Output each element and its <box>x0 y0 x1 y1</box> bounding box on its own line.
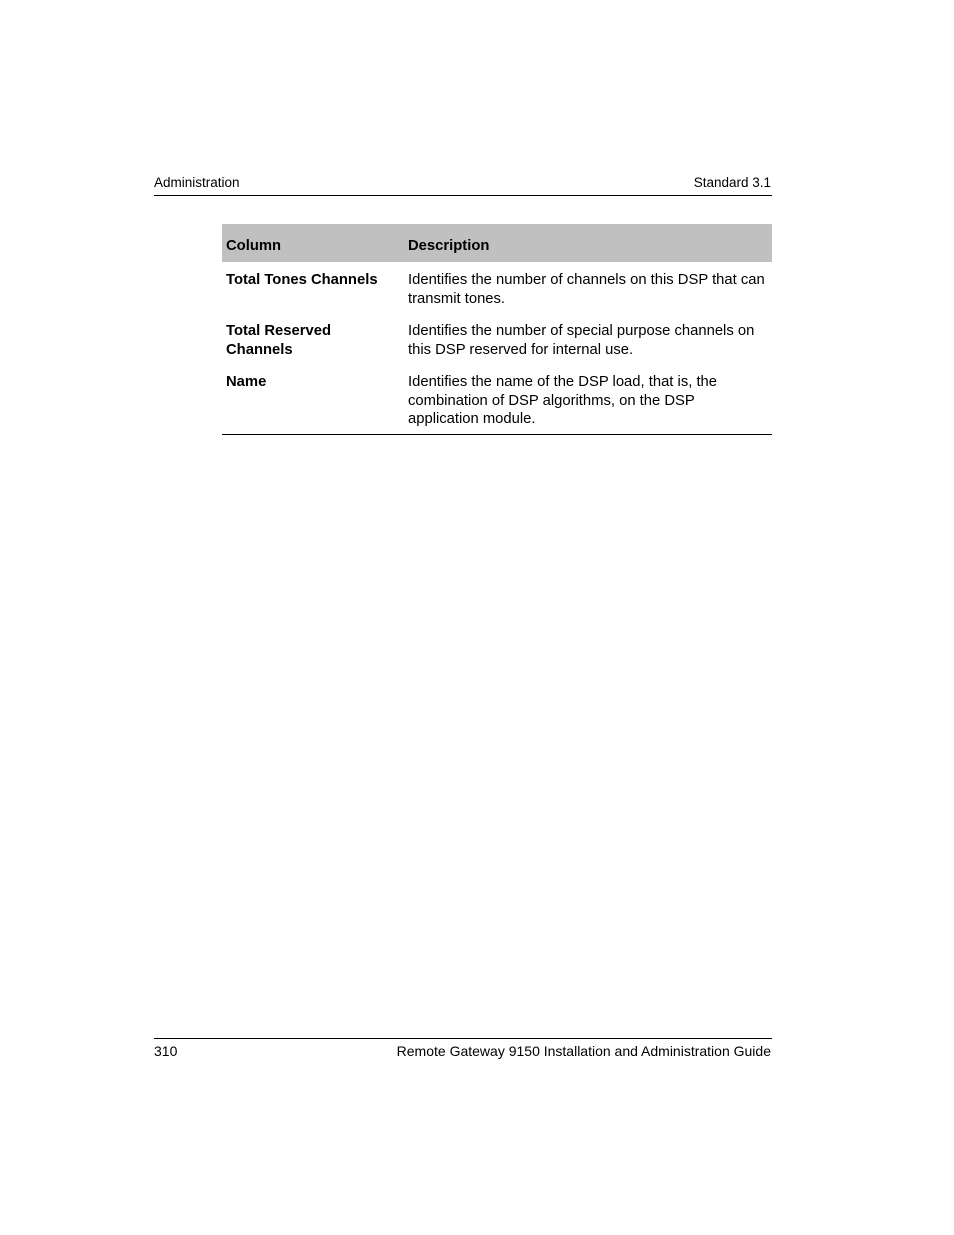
row-column-name: Total Reserved Channels <box>226 323 331 358</box>
column-header-description: Description <box>404 224 772 262</box>
table-header-row <box>222 224 772 262</box>
column-description-table <box>222 224 772 435</box>
header-section-title: Administration <box>154 175 240 190</box>
row-column-name: Total Tones Channels <box>226 272 378 288</box>
page-footer <box>154 1038 772 1059</box>
guide-title: Remote Gateway 9150 Installation and Administration Guide <box>396 1043 771 1059</box>
page-number: 310 <box>154 1043 178 1059</box>
row-description: Identifies the name of the DSP load, that is, the combination of DSP algorithms, on the DSP application module. <box>404 365 772 434</box>
row-column-name: Name <box>222 365 404 434</box>
table-row <box>222 365 772 434</box>
row-description: Identifies the number of channels on this DSP that can transmit tones. <box>408 272 765 307</box>
header-version: Standard 3.1 <box>693 175 771 190</box>
row-description: Identifies the number of special purpose channels on this DSP reserved for internal use. <box>408 323 755 358</box>
table-row <box>222 262 772 314</box>
table-row <box>222 314 772 365</box>
column-header-column: Column <box>222 224 404 262</box>
page-header <box>154 174 772 196</box>
